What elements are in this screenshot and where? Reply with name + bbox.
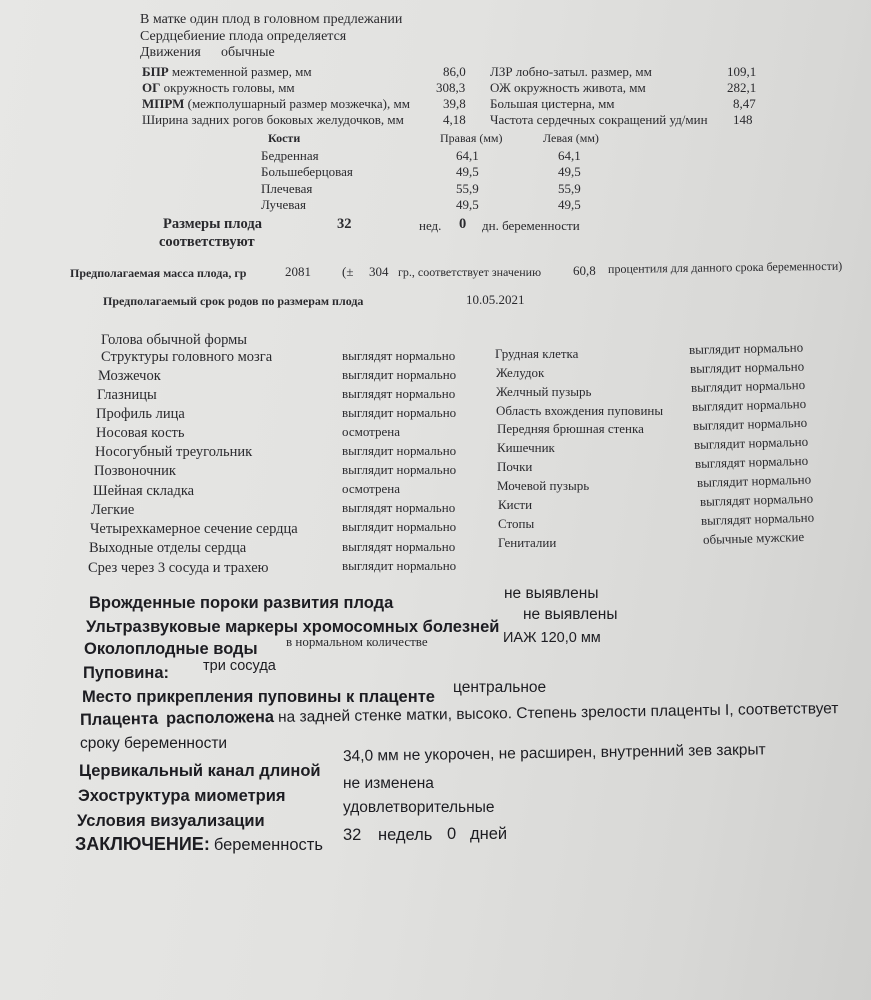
lzr-label: ЛЗР лобно-затыл. размер, мм: [490, 64, 652, 79]
bone-right: 49,5: [456, 197, 479, 212]
ventr-value: 4,18: [443, 112, 466, 127]
anatomy-head: Голова обычной формы: [101, 332, 248, 348]
anatomy-left-name: Профиль лица: [96, 406, 185, 422]
bone-right: 55,9: [456, 181, 479, 196]
intro-line-3-label: Движения: [140, 45, 201, 60]
og-row: [142, 80, 295, 96]
anatomy-left-value: выглядит нормально: [342, 519, 457, 534]
size-label-1: Размеры плода: [163, 216, 262, 232]
ozh-label: ОЖ окружность живота, мм: [490, 80, 646, 95]
attach-value: центральное: [453, 679, 547, 696]
anatomy-right-name: Гениталии: [498, 535, 557, 550]
anatomy-right-name: Область вхождения пуповины: [496, 403, 664, 418]
placenta-text: на задней стенке матки, высоко. Степень зрелости плаценты I, соответствует: [277, 700, 839, 726]
mass-mid-text: гр., соответствует значению: [398, 265, 542, 279]
bpr-row: [142, 64, 312, 80]
conclusion-days: 0: [447, 825, 457, 843]
anatomy-left-name: Структуры головного мозга: [101, 349, 273, 365]
anatomy-left-value: выглядит нормально: [342, 405, 457, 420]
anatomy-left-name: Носовая кость: [96, 425, 185, 441]
mass-value: 2081: [285, 264, 311, 279]
due-date: 10.05.2021: [466, 292, 525, 307]
mass-pm-open: (±: [342, 264, 354, 279]
mprm-row: [142, 96, 410, 112]
anatomy-left-name: Глазницы: [97, 387, 157, 403]
intro-line-3-value: обычные: [221, 45, 275, 60]
og-abbr: ОГ: [142, 80, 161, 95]
water-label: Околоплодные воды: [84, 640, 258, 658]
intro-line-1: В матке один плод в головном предлежании: [140, 12, 403, 27]
myometrium-value: не изменена: [343, 775, 434, 792]
mass-tail-text: процентиля для данного срока беременности): [607, 258, 843, 276]
bone-left: 55,9: [558, 181, 581, 196]
lzr-value: 109,1: [727, 64, 757, 79]
size-days: 0: [459, 216, 467, 232]
cervix-value: 34,0 мм не укорочен, не расширен, внутренний зев закрыт: [342, 741, 766, 765]
bpr-label: межтеменной размер, мм: [171, 64, 312, 79]
conclusion-label: ЗАКЛЮЧЕНИЕ: [75, 834, 204, 854]
anatomy-right-name: Кишечник: [497, 440, 555, 455]
anatomy-right-value: выглядит нормально: [690, 377, 806, 395]
anatomy-right-value: выглядит нормально: [689, 358, 805, 376]
anatomy-left-name: Носогубный треугольник: [95, 444, 253, 460]
markers-value: не выявлены: [523, 606, 618, 623]
bc-value: 8,47: [733, 96, 756, 111]
cervix-label: Цервикальный канал длиной: [79, 762, 321, 780]
attach-label: Место прикрепления пуповины к плаценте: [82, 688, 435, 706]
visualization-value: удовлетворительные: [343, 799, 495, 816]
myometrium-label: Эхоструктура миометрия: [78, 787, 286, 805]
anatomy-left-value: выглядит нормально: [342, 367, 457, 382]
anatomy-left-name: Легкие: [91, 502, 135, 518]
anatomy-left-name: Позвоночник: [94, 463, 176, 479]
bone-left: 49,5: [558, 164, 581, 179]
anatomy-right-value: выглядит нормально: [691, 396, 807, 414]
ozh-value: 282,1: [727, 80, 757, 95]
visualization-label: Условия визуализации: [77, 812, 265, 830]
iazh-value: ИАЖ 120,0 мм: [503, 630, 601, 646]
due-label: Предполагаемый срок родов по размерам плода: [103, 294, 364, 308]
cord-label: Пуповина:: [83, 664, 170, 682]
anatomy-right-value: выглядит нормально: [692, 414, 808, 433]
anatomy-left-value: выглядят нормально: [342, 386, 456, 401]
anatomy-right-name: Передняя брюшная стенка: [497, 421, 644, 436]
placenta-text-2: сроку беременности: [80, 735, 228, 752]
og-label: окружность головы, мм: [163, 80, 295, 95]
hr-label: Частота сердечных сокращений уд/мин: [490, 112, 708, 127]
anatomy-left-value: осмотрена: [342, 424, 400, 439]
bpr-value: 86,0: [443, 64, 466, 79]
bone-left: 49,5: [558, 197, 581, 212]
anatomy-right-name: Стопы: [498, 516, 535, 531]
conclusion-line: [75, 834, 323, 855]
bones-header: Кости: [268, 131, 301, 145]
anatomy-left-name: Шейная складка: [93, 483, 195, 499]
anatomy-left-value: выглядит нормально: [342, 462, 457, 477]
size-days-label: дн. беременности: [482, 218, 580, 233]
bones-left-header: Левая (мм): [543, 131, 599, 145]
anatomy-right-value: выглядят нормально: [699, 490, 814, 509]
anatomy-right-name: Кисти: [498, 497, 533, 512]
conclusion-weeks: 32: [343, 826, 362, 844]
anatomy-right-name: Почки: [497, 459, 533, 474]
anatomy-right-value: выглядит нормально: [688, 339, 804, 357]
mprm-label: (межполушарный размер мозжечка), мм: [187, 96, 410, 111]
hr-value: 148: [733, 112, 753, 127]
bpr-abbr: БПР: [142, 64, 169, 79]
mass-percentile: 60,8: [573, 263, 596, 278]
anatomy-left-name: Мозжечок: [98, 368, 161, 384]
anatomy-right-name: Желудок: [496, 365, 545, 380]
markers-label: Ультразвуковые маркеры хромосомных болезней: [86, 618, 500, 636]
bone-name: Бедренная: [261, 148, 319, 163]
anatomy-left-value: выглядят нормально: [342, 539, 456, 554]
anatomy-right-value: выглядят нормально: [694, 452, 809, 471]
anatomy-right-value: выглядят нормально: [700, 509, 815, 528]
conclusion-text: беременность: [213, 836, 323, 854]
bc-label: Большая цистерна, мм: [490, 96, 615, 111]
vpr-label: Врожденные пороки развития плода: [89, 594, 394, 612]
anatomy-left-value: выглядит нормально: [342, 443, 457, 458]
size-label-2: соответствуют: [159, 234, 255, 250]
conclusion-colon: :: [203, 834, 210, 854]
og-value: 308,3: [436, 80, 466, 95]
anatomy-right-value: обычные мужские: [702, 529, 805, 547]
conclusion-days-label: дней: [470, 825, 508, 843]
size-weeks-label: нед.: [419, 218, 442, 233]
bone-name: Большеберцовая: [261, 164, 353, 179]
mprm-abbr: МПРМ: [142, 96, 185, 111]
anatomy-left-value: осмотрена: [342, 481, 400, 496]
vpr-value: не выявлены: [504, 585, 599, 602]
anatomy-right-value: выглядит нормально: [696, 471, 812, 490]
bone-right: 64,1: [456, 148, 479, 163]
bone-name: Лучевая: [261, 197, 307, 212]
intro-line-2: Сердцебиение плода определяется: [140, 29, 347, 44]
cord-value: три сосуда: [203, 658, 276, 674]
mass-pm: 304: [369, 264, 389, 279]
anatomy-right-name: Мочевой пузырь: [497, 478, 590, 493]
anatomy-left-value: выглядят нормально: [342, 500, 456, 515]
placenta-label: Плацента: [79, 709, 159, 729]
bone-left: 64,1: [558, 148, 581, 163]
mass-label: Предполагаемая масса плода, гр: [70, 266, 247, 280]
ventr-label: Ширина задних рогов боковых желудочков, мм: [142, 112, 404, 127]
placenta-location-bold: расположена: [165, 707, 275, 728]
conclusion-weeks-label: недель: [378, 826, 433, 844]
bone-name: Плечевая: [261, 181, 313, 196]
bones-right-header: Правая (мм): [440, 131, 503, 145]
anatomy-right-value: выглядит нормально: [693, 433, 809, 452]
mprm-value: 39,8: [443, 96, 466, 111]
water-value: в нормальном количестве: [286, 634, 428, 649]
anatomy-left-name: Срез через 3 сосуда и трахею: [88, 560, 269, 576]
anatomy-left-value: выглядит нормально: [342, 558, 457, 573]
bone-right: 49,5: [456, 164, 479, 179]
anatomy-left-value: выглядят нормально: [342, 348, 456, 363]
anatomy-left-name: Выходные отделы сердца: [89, 540, 247, 556]
anatomy-right-name: Грудная клетка: [495, 346, 579, 361]
anatomy-left-name: Четырехкамерное сечение сердца: [90, 521, 298, 537]
size-weeks: 32: [337, 216, 352, 232]
anatomy-right-name: Желчный пузырь: [496, 384, 592, 399]
